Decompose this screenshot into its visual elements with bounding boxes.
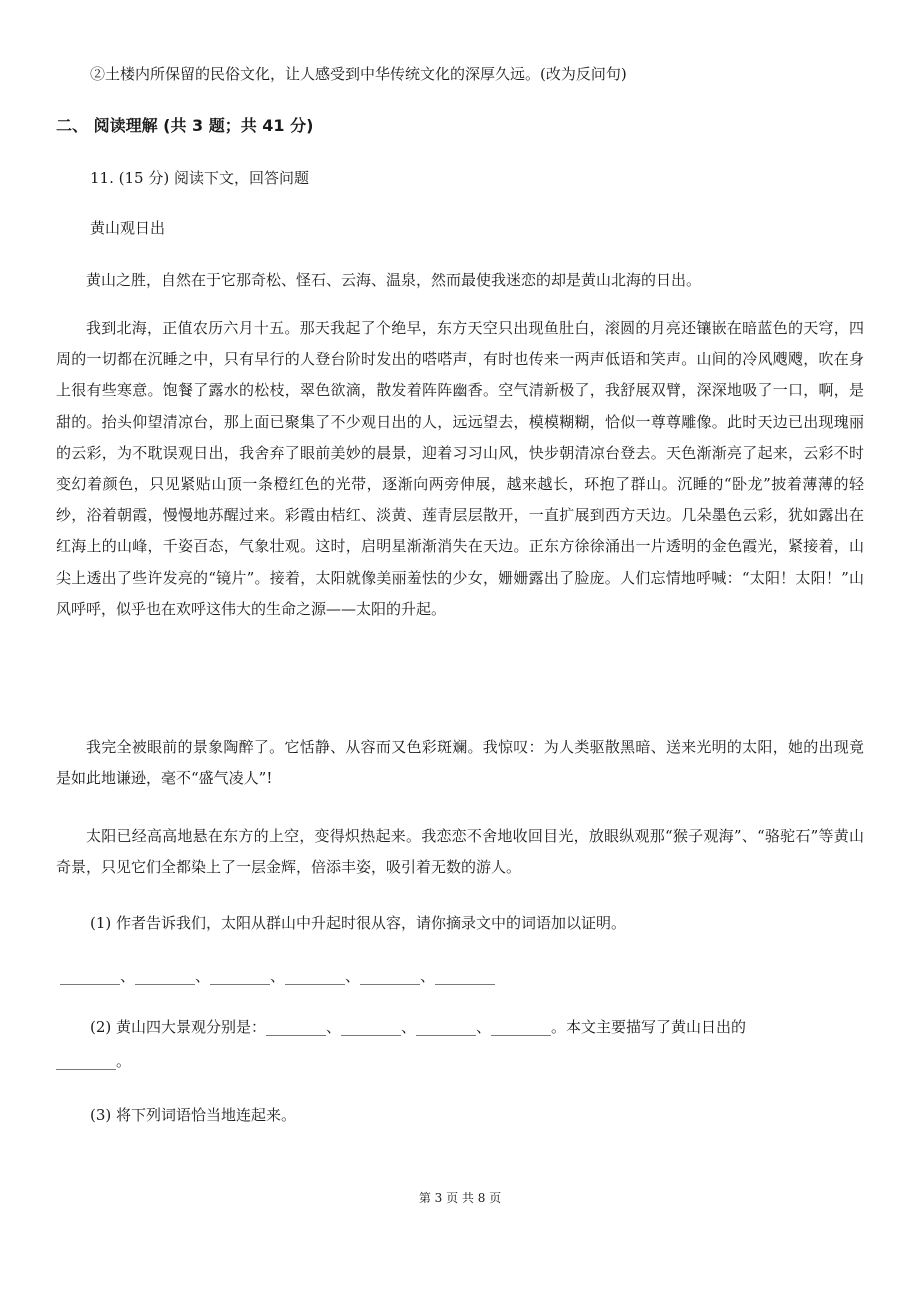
paragraph-4 [56,821,864,883]
sub-question-3: (3) 将下列词语恰当地连起来。 [90,1106,297,1124]
answer-blanks-1: ________、________、________、________、________、________ [60,967,496,985]
rewrite-item: ②土楼内所保留的民俗文化，让人感受到中华传统文化的深厚久远。(改为反问句) [90,65,627,83]
paragraph-3-text: 我完全被眼前的景象陶醉了。它恬静、从容而又色彩斑斓。我惊叹：为人类驱散黑暗、送来光明的太阳，她的出现竟是如此地谦逊，毫不“盛气凌人”! [56,738,864,788]
sub-question-2-line-1: (2) 黄山四大景观分别是：________、________、________、________。本文主要描写了黄山日出的 [90,1018,747,1036]
paragraph-1-text: 黄山之胜，自然在于它那奇松、怪石、云海、温泉，然而最使我迷恋的却是黄山北海的日出。 [86,271,702,289]
passage-title: 黄山观日出 [90,219,166,237]
paragraph-4-text: 太阳已经高高地悬在东方的上空，变得炽热起来。我恋恋不舍地收回目光，放眼纵观那“猴子观海”、“骆驼石”等黄山奇景，只见它们全都染上了一层金辉，倍添丰姿，吸引着无数的游人。 [56,827,864,877]
question-header: 11. (15 分) 阅读下文，回答问题 [90,169,309,187]
sub-question-1: (1) 作者告诉我们，太阳从群山中升起时很从容，请你摘录文中的词语加以证明。 [90,914,627,932]
paragraph-2-text: 我到北海，正值农历六月十五。那天我起了个绝早，东方天空只出现鱼肚白，滚圆的月亮还镶嵌在暗蓝色的天穹，四周的一切都在沉睡之中，只有早行的人登台阶时发出的嗒嗒声，有时也传来一两声低语和笑声。山间的冷风飕飕，吹在身上很有些寒意。饱餐了露水的松枝，翠色欲滴，散发着阵阵幽香。空气清新极了，我舒展双臂，深深地吸了一口，啊，是甜的。抬头仰望清凉台，那上面已聚集了不少观日出的人，远远望去，模模糊糊，恰似一尊尊雕像。此时天边已出现瑰丽的云彩，为不耽误观日出，我舍弃了眼前美妙的晨景，迎着习习山风，快步朝清凉台登去。天色渐渐亮了起来，云彩不时变幻着颜色，只见紧贴山顶一条橙红色的光带，逐渐向两旁伸展，越来越长，环抱了群山。沉睡的“卧龙”披着薄薄的轻纱，浴着朝霞，慢慢地苏醒过来。彩霞由桔红、淡黄、莲青层层散开，一直扩展到西方天边。几朵墨色云彩，犹如露出在红海上的山峰，千姿百态，气象壮观。这时，启明星渐渐消失在天边。正东方徐徐涌出一片透明的金色霞光，紧接着，山尖上透出了些许发亮的“镜片”。接着，太阳就像美丽羞怯的少女，姗姗露出了脸庞。人们忘情地呼喊：“太阳！太阳！”山风呼呼，似乎也在欢呼这伟大的生命之源——太阳的升起。 [56,319,864,618]
section-heading: 二、 阅读理解 (共 3 题；共 41 分) [56,116,314,135]
sub-question-2-line-2: ________。 [56,1052,132,1070]
paragraph-2 [56,313,864,625]
paragraph-1 [56,265,864,296]
paragraph-3 [56,732,864,794]
page-footer: 第 3 页 共 8 页 [418,1191,502,1205]
